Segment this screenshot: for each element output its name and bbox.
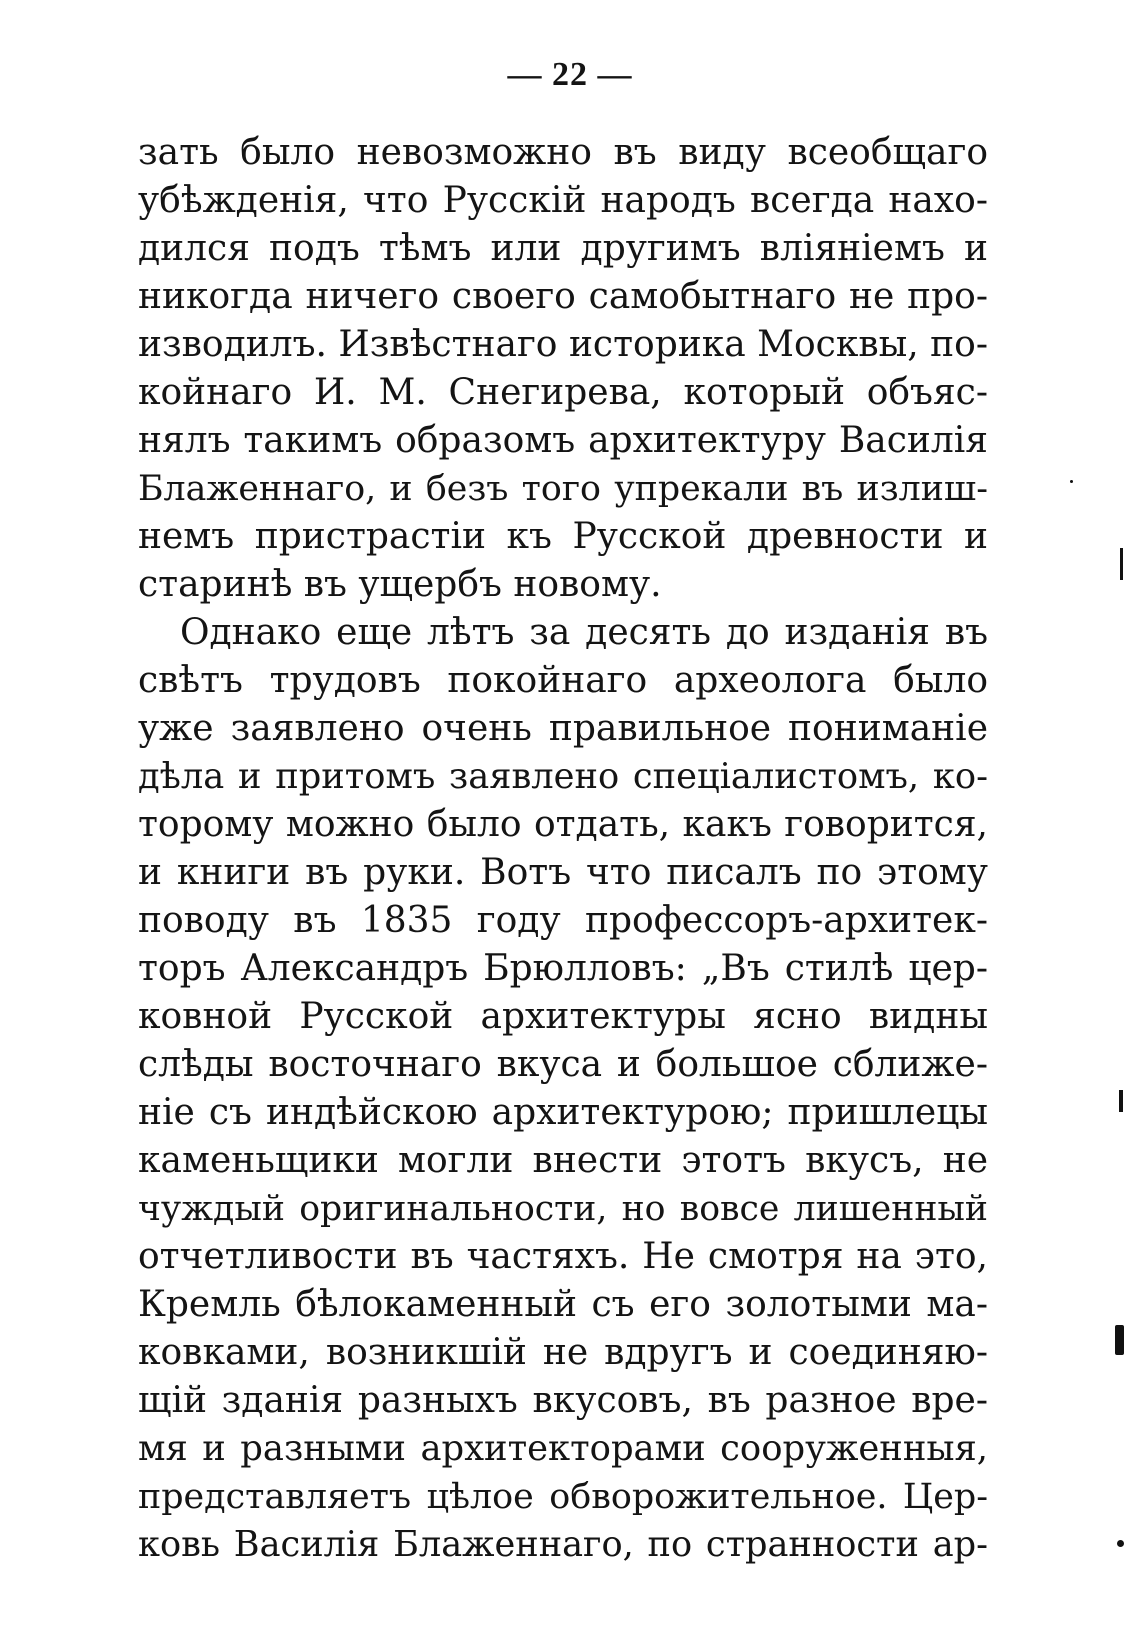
scan-artifact-mark [1070, 480, 1073, 483]
text-line: Кремль бѣлокаменный съ его золотыми ма- [138, 1284, 988, 1325]
text-line: Блаженнаго, и безъ того упрекали въ излиш- [138, 469, 988, 509]
text-line: никогда ничего своего самобытнаго не про- [138, 276, 988, 317]
text-line: немъ пристрастіи къ Русской древности и [138, 516, 988, 557]
text-line: поводу въ 1835 году профессоръ-архитек- [138, 900, 988, 941]
text-line: мя и разными архитекторами сооруженныя, [138, 1428, 988, 1469]
scan-artifact-mark [1115, 1325, 1124, 1355]
scan-artifact-mark [1117, 1540, 1124, 1547]
scan-artifact-mark [1119, 1090, 1123, 1112]
text-line: щій зданія разныхъ вкусовъ, въ разное вре- [138, 1380, 988, 1421]
text-line: торъ Александръ Брюлловъ: „Въ стилѣ цер- [138, 948, 988, 989]
paragraph-end-line: старинѣ въ ущербъ новому. [138, 564, 662, 605]
text-line: дѣла и притомъ заявлено спеціалистомъ, ко- [138, 756, 988, 797]
scan-artifact-mark [1120, 548, 1123, 580]
text-line: койнаго И. М. Снегирева, который объяс- [138, 372, 988, 413]
text-line: ковками, возникшій не вдругъ и соединяю- [138, 1332, 988, 1373]
text-line: каменьщики могли внести этотъ вкусъ, не [138, 1140, 988, 1181]
text-line: торому можно было отдать, какъ говорится, [138, 804, 988, 845]
text-line: свѣтъ трудовъ покойнаго археолога было [138, 660, 988, 701]
text-line: убѣжденія, что Русскій народъ всегда нахо- [138, 180, 988, 221]
text-line: слѣды восточнаго вкуса и большое сближе- [138, 1044, 988, 1085]
text-line: изводилъ. Извѣстнаго историка Москвы, по- [138, 324, 988, 365]
text-line: представляетъ цѣлое обворожительное. Цер- [138, 1477, 988, 1517]
text-line: ковной Русской архитектуры ясно видны [138, 996, 988, 1037]
text-line: отчетливости въ частяхъ. Не смотря на это, [138, 1236, 988, 1277]
text-line: чуждый оригинальности, но вовсе лишенный [138, 1189, 988, 1229]
text-line: ковь Василія Блаженнаго, по странности ар- [138, 1524, 988, 1565]
text-line: нялъ такимъ образомъ архитектуру Василія [138, 420, 988, 461]
text-line: ніе съ индѣйскою архитектурою; пришлецы [138, 1092, 988, 1133]
text-line: и книги въ руки. Вотъ что писалъ по этому [138, 852, 988, 893]
body-text [138, 129, 988, 1569]
text-line: зать было невозможно въ виду всеобщаго [138, 132, 988, 173]
page-number: — 22 — [507, 56, 633, 93]
paragraph-start-line: Однако еще лѣтъ за десять до изданія въ [180, 612, 988, 653]
text-line: дился подъ тѣмъ или другимъ вліяніемъ и [138, 228, 988, 269]
text-line: уже заявлено очень правильное пониманіе [138, 708, 988, 749]
